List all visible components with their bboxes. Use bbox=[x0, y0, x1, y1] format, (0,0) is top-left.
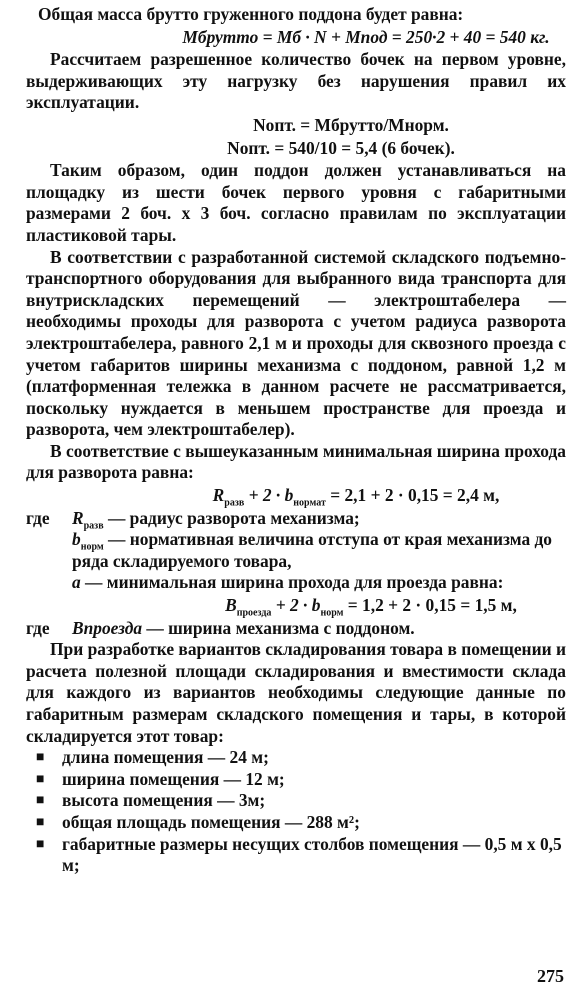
bullet-icon: ■ bbox=[36, 771, 45, 787]
formula-n-opt-value: Nопт. = 540/10 = 5,4 (6 бочек). bbox=[227, 137, 455, 158]
formula-turn-width: $R_{разв} + 2 \cdot b_{нормат} = 2,1 + 2 \cdot 0,15 = 2,4$ м, bbox=[212, 485, 500, 509]
room-dimensions-list bbox=[26, 747, 566, 877]
bullet-icon: ■ bbox=[36, 793, 45, 809]
formula-n-opt: Nопт. = Мбрутто/Мнорм. bbox=[253, 114, 449, 135]
definitions-turn bbox=[26, 508, 566, 594]
list-item: ■ габаритные размеры несущих столбов помещения — 0,5 м х 0,5 м; bbox=[36, 833, 562, 876]
paragraph-gross-mass-intro: Общая масса брутто груженного поддона будет равна: bbox=[38, 4, 464, 24]
bullet-icon: ■ bbox=[36, 814, 45, 830]
paragraph-handling-system: В соответствии с разработанной системой складского подъемно-транспортного оборудования для выбранного вида транспорта для внутрискладских перемещений — электроштабелера — необходимы проходы для разворота с учетом радиуса разворота электроштабелера, равного 2,1 м и проходы для сквозного проезда с учетом габаритов ширины механизма с поддоном, равной 1,2 м (платформенная тележка в данном расчете не рассматривается, поскольку нуждается в меньшем пространстве для проезда и разворота, чем электроштабелер). bbox=[26, 246, 566, 440]
bullet-icon: ■ bbox=[36, 750, 45, 766]
list-item: ■ общая площадь помещения — 288 м²; bbox=[36, 811, 360, 832]
paragraph-storage-variants: При разработке вариантов складирования товара в помещении и расчета полезной площади складирования и вместимости склада для каждого из вариантов необходимы следующие данные по габаритным размерам складского помещения и тары, в которой складируется этот товар: bbox=[26, 639, 566, 746]
definition-a: а — минимальная ширина прохода для проезда равна: bbox=[72, 572, 504, 593]
definition-b-pass: где Впроезда — ширина механизма с поддоном. bbox=[26, 617, 415, 638]
paragraph-pallet-placement: Таким образом, один поддон должен устанавливаться на площадку из шести бочек первого уровня с габаритными размерами 2 боч. х 3 боч. согласно правилам по эксплуатации пластиковой тары. bbox=[26, 160, 566, 245]
definition-b-norm: $b_{норм}$ — нормативная величина отступа от края механизма до ряда складируемого товара, bbox=[72, 529, 553, 571]
definition-r-turn: где $R_{разв}$ — радиус разворота механизма; bbox=[26, 507, 360, 532]
bullet-icon: ■ bbox=[36, 836, 45, 852]
list-item: ■ длина помещения — 24 м; bbox=[36, 747, 269, 768]
page-number: 275 bbox=[537, 966, 564, 986]
formula-gross-mass: Мбрутто = Мб · N + Мпод = 250·2 + 40 = 540 кг. bbox=[182, 26, 550, 47]
paragraph-allowed-barrels: Рассчитаем разрешенное количество бочек на первом уровне, выдерживающих эту нагрузку без нарушения правил их эксплуатации. bbox=[26, 49, 566, 113]
where-label: где bbox=[26, 507, 50, 528]
formula-pass-width: $B_{проезда} + 2 \cdot b_{норм} = 1,2 + 2 \cdot 0,15 = 1,5$ м, bbox=[225, 595, 517, 619]
definitions-pass bbox=[26, 618, 566, 640]
paragraph-min-width-turn: В соответствие с вышеуказанным минимальная ширина прохода для разворота равна: bbox=[26, 440, 566, 483]
where-label: где bbox=[26, 617, 50, 638]
list-item: ■ ширина помещения — 12 м; bbox=[36, 768, 285, 789]
list-item: ■ высота помещения — 3м; bbox=[36, 790, 266, 811]
